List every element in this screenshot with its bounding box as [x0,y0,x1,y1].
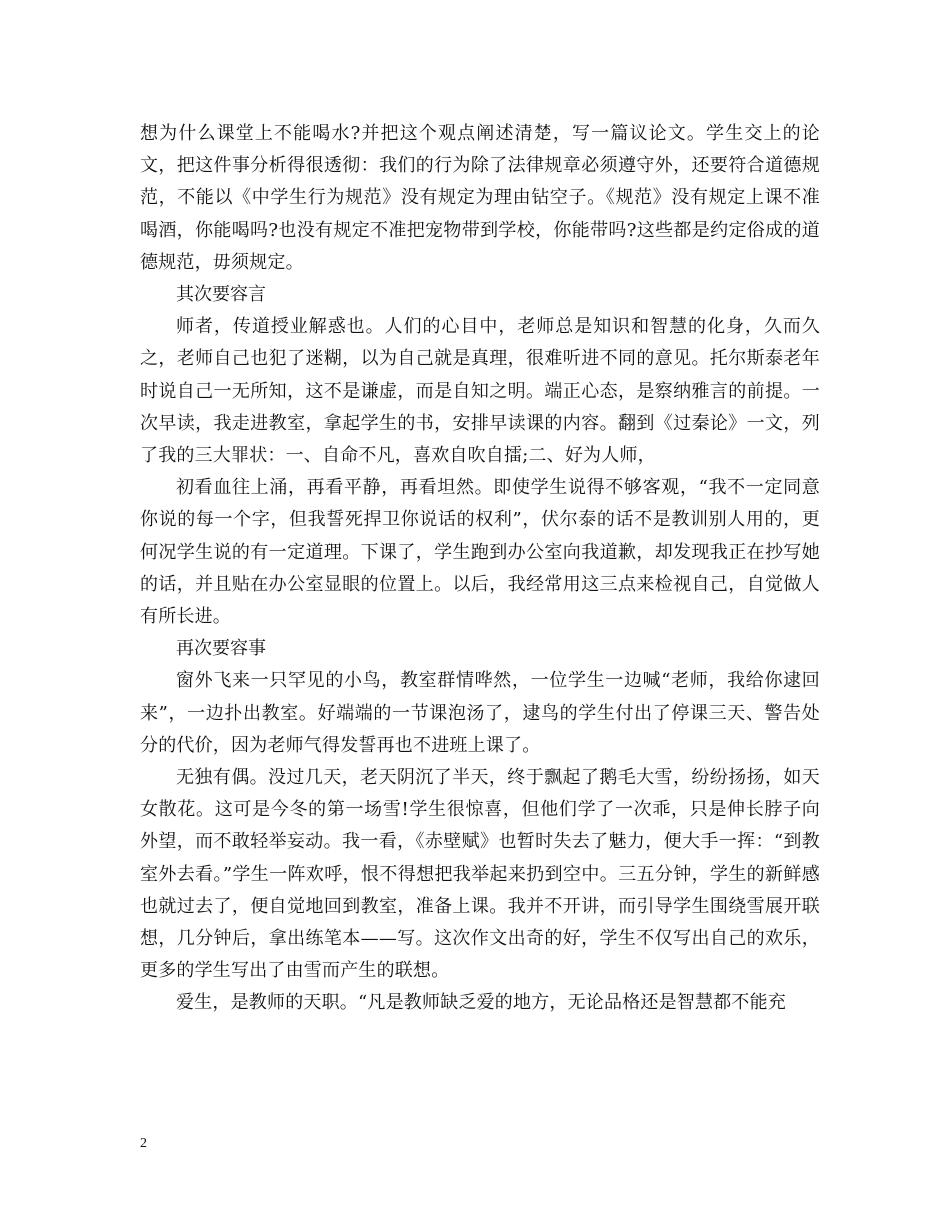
paragraph-4: 窗外飞来一只罕见的小鸟，教室群情哗然，一位学生一边喊“老师，我给你逮回来”，一边扑出教室。好端端的一节课泡汤了，逮鸟的学生付出了停课三天、警告处分的代价，因为老师气得发誓再也不进班上课了。 [140,670,820,756]
section-heading-2: 再次要容事 [176,638,266,660]
paragraph-2: 师者，传道授业解惑也。人们的心目中，老师总是知识和智慧的化身，久而久之，老师自己也犯了迷糊，以为自己就是真理，很难听进不同的意见。托尔斯泰老年时说自己一无所知，这不是谦虚，而是自知之明。端正心态，是察纳雅言的前提。一次早读，我走进教室，拿起学生的书，安排早读课的内容。翻到《过秦论》一文，列了我的三大罪状：一、自命不凡，喜欢自吹自擂;二、好为人师， [140,316,820,467]
document-body [140,118,820,1020]
paragraph-3: 初看血往上涌，再看平静，再看坦然。即使学生说得不够客观，“我不一定同意你说的每一个字，但我誓死捍卫你说话的权利”，伏尔泰的话不是教训别人用的，更何况学生说的有一定道理。下课了，学生跑到办公室向我道歉，却发现我正在抄写她的话，并且贴在办公室显眼的位置上。以后，我经常用这三点来检视自己，自觉做人有所长进。 [140,477,820,628]
paragraph-1: 想为什么课堂上不能喝水?并把这个观点阐述清楚，写一篇议论文。学生交上的论文，把这件事分析得很透彻：我们的行为除了法律规章必须遵守外，还要符合道德规范，不能以《中学生行为规范》没有规定为理由钻空子。《规范》没有规定上课不准喝酒，你能喝吗?也没有规定不准把宠物带到学校，你能带吗?这些都是约定俗成的道德规范，毋须规定。 [140,123,820,273]
page-number: 2 [140,1136,147,1151]
paragraph-6: 爱生，是教师的天职。“凡是教师缺乏爱的地方，无论品格还是智慧都不能充 [176,992,786,1014]
paragraph-5: 无独有偶。没过几天，老天阴沉了半天，终于飘起了鹅毛大雪，纷纷扬扬，如天女散花。这可是今冬的第一场雪!学生很惊喜，但他们学了一次乖，只是伸长脖子向外望，而不敢轻举妄动。我一看，《赤壁赋》也暂时失去了魅力，便大手一挥：“到教室外去看。”学生一阵欢呼，恨不得想把我举起来扔到空中。三五分钟，学生的新鲜感也就过去了，便自觉地回到教室，准备上课。我并不开讲，而引导学生围绕雪展开联想，几分钟后，拿出练笔本——写。这次作文出奇的好，学生不仅写出自己的欢乐，更多的学生写出了由雪而产生的联想。 [140,767,820,982]
section-heading-1: 其次要容言 [176,284,266,306]
